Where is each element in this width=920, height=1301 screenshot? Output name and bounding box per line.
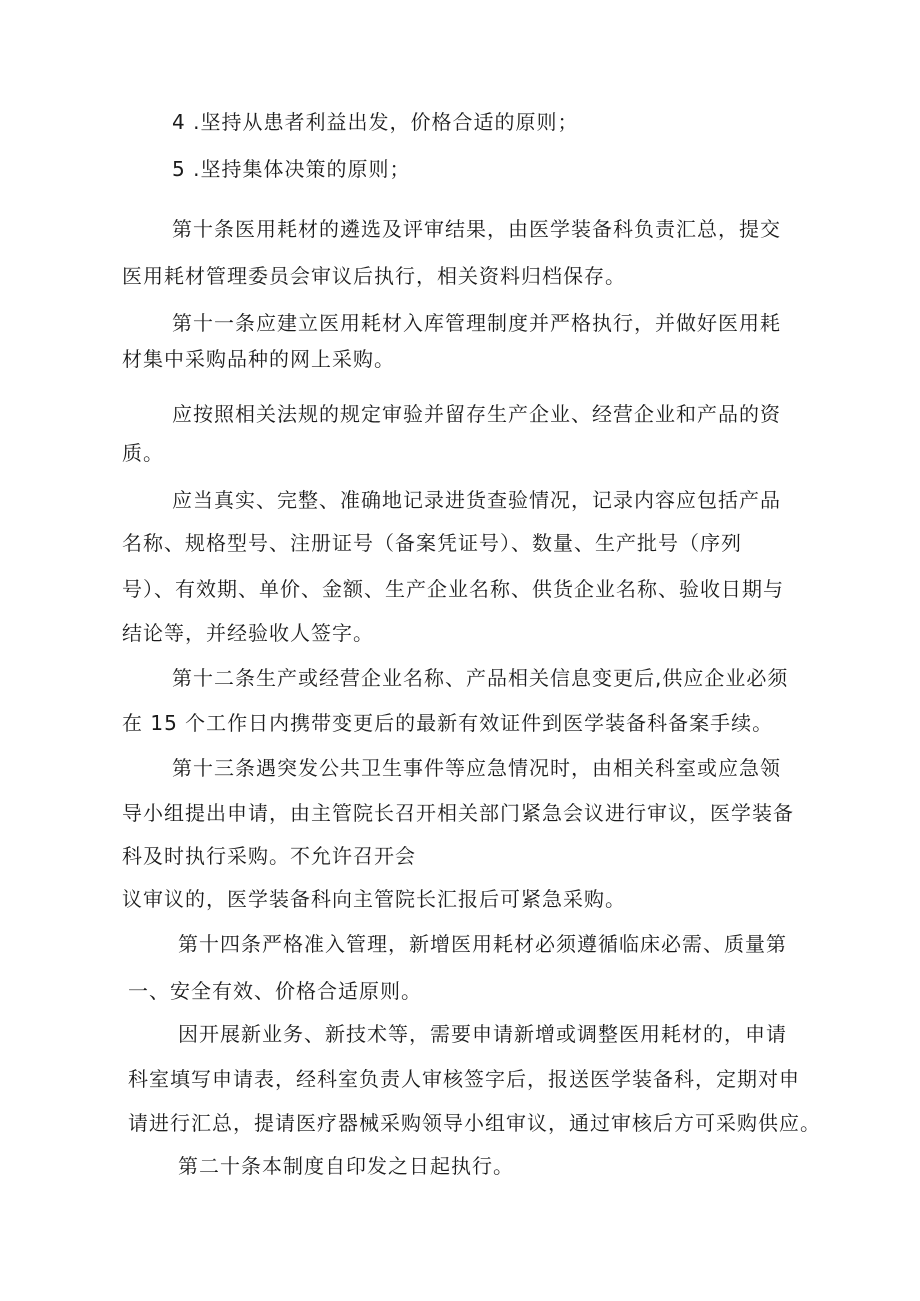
article-11-line-2: 材集中采购品种的网上采购。	[122, 347, 395, 371]
article-13-line-4: 议审议的，医学装备科向主管院长汇报后可紧急采购。	[122, 887, 626, 911]
record-line-4: 结论等，并经验收人签字。	[122, 621, 374, 645]
article-14-line-2: 一、安全有效、价格合适原则。	[128, 979, 422, 1003]
new-item-line-1: 因开展新业务、新技术等，需要申请新增或调整医用耗材的，申请	[178, 1022, 787, 1046]
article-13-line-3: 科及时执行采购。不允许召开会	[122, 844, 416, 868]
article-14-line-1: 第十四条严格准入管理，新增医用耗材必须遵循临床必需、质量第	[178, 932, 787, 956]
list-item-4: 4 .坚持从患者利益出发，价格合适的原则；	[172, 110, 579, 134]
record-line-1: 应当真实、完整、准确地记录进货查验情况，记录内容应包括产品	[172, 488, 781, 512]
qualification-line-2: 质。	[122, 441, 164, 465]
record-line-2: 名称、规格型号、注册证号（备案凭证号）、数量、生产批号（序列	[122, 531, 742, 555]
record-line-3: 号）、有效期、单价、金额、生产企业名称、供货企业名称、验收日期与	[122, 577, 784, 601]
article-13-line-1: 第十三条遇突发公共卫生事件等应急情况时，由相关科室或应急领	[172, 756, 781, 780]
list-item-5: 5 .坚持集体决策的原则；	[172, 157, 411, 181]
article-10-line-1: 第十条医用耗材的遴选及评审结果，由医学装备科负责汇总，提交	[172, 217, 781, 241]
new-item-line-2: 科室填写申请表，经科室负责人审核签字后，报送医学装备科，定期对申	[128, 1067, 800, 1091]
article-12-line-1: 第十二条生产或经营企业名称、产品相关信息变更后,供应企业必须	[172, 666, 789, 690]
article-12-line-2: 在 15 个工作日内携带变更后的最新有效证件到医学装备科备案手续。	[122, 711, 774, 735]
article-20-line: 第二十条本制度自印发之日起执行。	[178, 1154, 514, 1178]
article-13-line-2: 导小组提出申请，由主管院长召开相关部门紧急会议进行审议，医学装备	[122, 801, 794, 825]
new-item-line-3: 请进行汇总，提请医疗器械采购领导小组审议，通过审核后方可采购供应。	[128, 1111, 821, 1135]
article-11-line-1: 第十一条应建立医用耗材入库管理制度并严格执行，并做好医用耗	[172, 311, 781, 335]
article-10-line-2: 医用耗材管理委员会审议后执行，相关资料归档保存。	[122, 264, 626, 288]
qualification-line-1: 应按照相关法规的规定审验并留存生产企业、经营企业和产品的资	[172, 402, 781, 426]
